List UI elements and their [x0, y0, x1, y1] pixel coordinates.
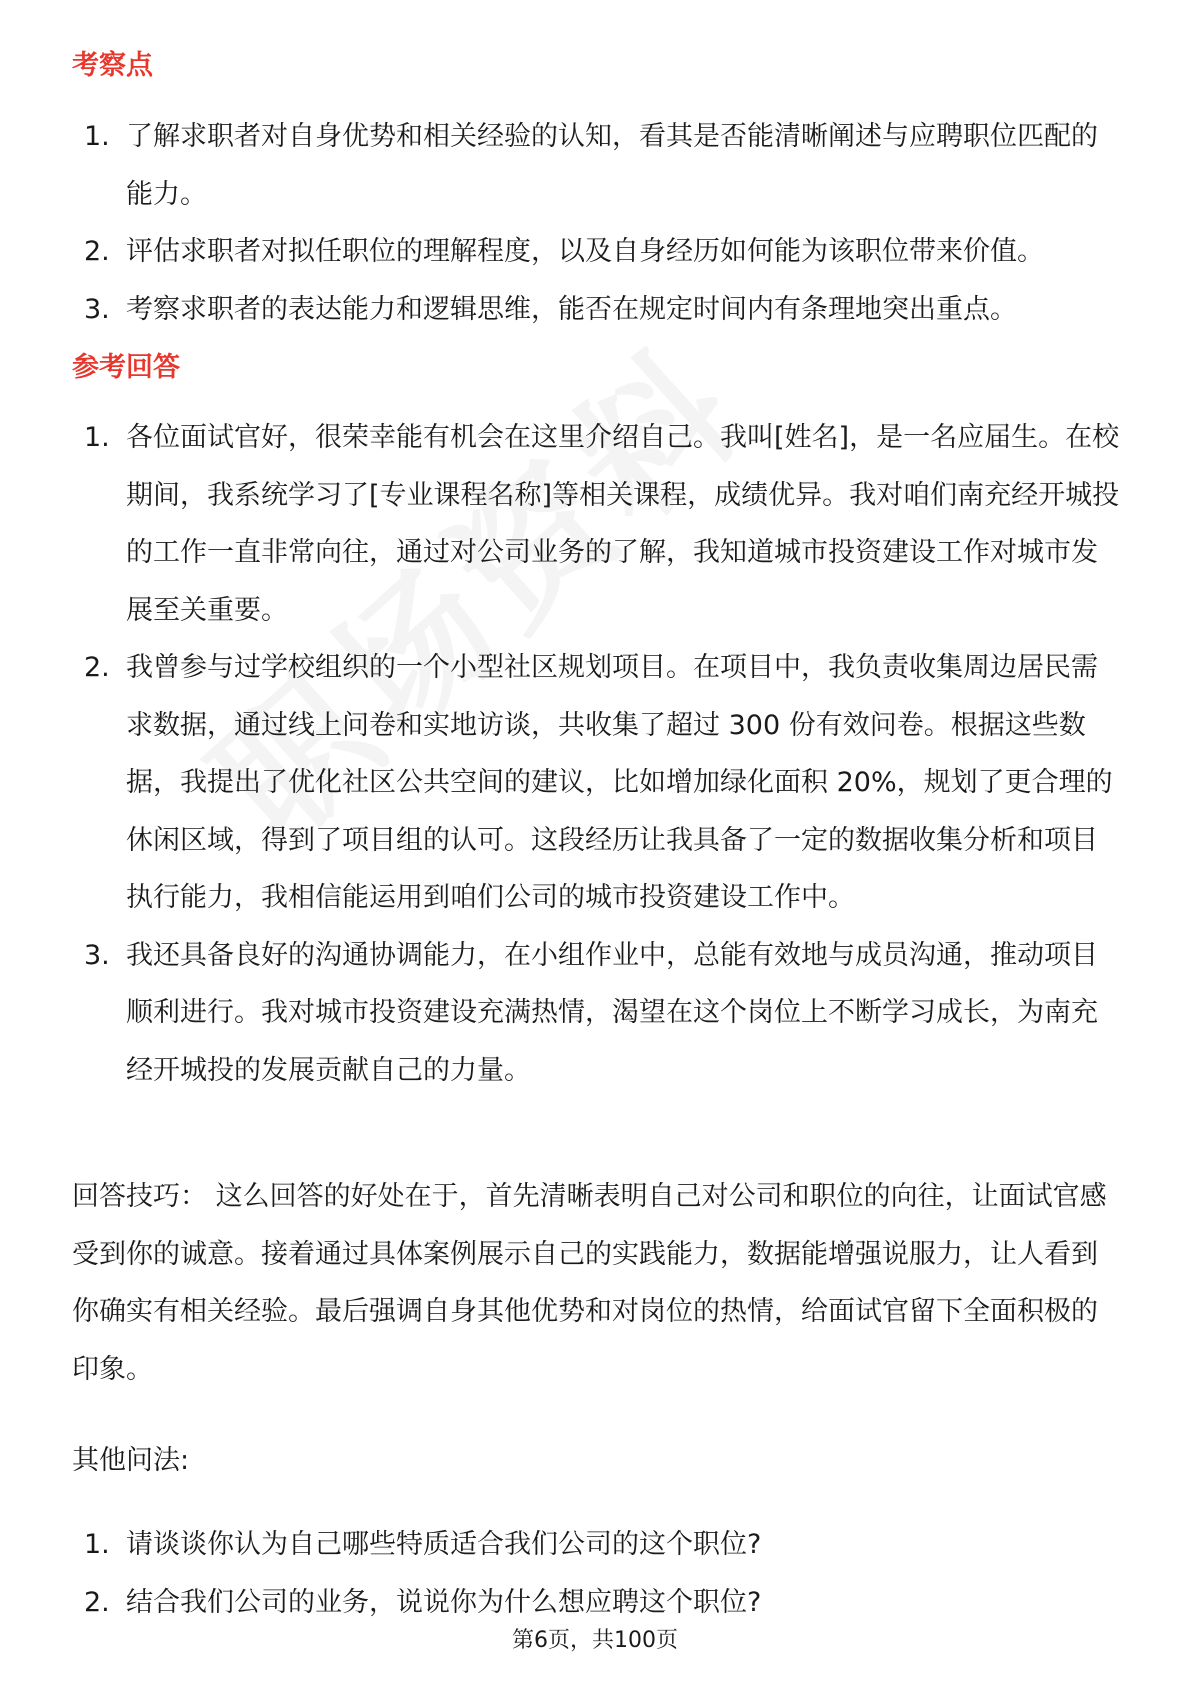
page-number-footer: 第6页，共100页 — [512, 1628, 678, 1653]
reference-answer-list — [84, 409, 1124, 1099]
list-item-number: 1. — [84, 422, 110, 453]
other-questions-list — [84, 1516, 1124, 1631]
list-item-text: 我还具备良好的沟通协调能力，在小组作业中，总能有效地与成员沟通，推动项目顺利进行。我对城市投资建设充满热情，渴望在这个岗位上不断学习成长，为南充经开城投的发展贡献自己的力量。 — [126, 939, 1098, 1086]
answer-tips-paragraph: 回答技巧： 这么回答的好处在于，首先清晰表明自己对公司和职位的向往，让面试官感受到你的诚意。接着通过具体案例展示自己的实践能力，数据能增强说服力，让人看到你确实有相关经验。最后强调自身其他优势和对岗位的热情，给面试官留下全面积极的印象。 — [72, 1181, 1107, 1385]
reference-answer-heading: 参考回答 — [72, 352, 180, 383]
list-item — [84, 1516, 1124, 1574]
list-item-number: 3. — [84, 293, 110, 325]
list-item-text: 了解求职者对自身优势和相关经验的认知，看其是否能清晰阐述与应聘职位匹配的能力。 — [126, 121, 1098, 210]
list-item-number: 2. — [84, 652, 110, 683]
list-item-text: 请谈谈你认为自己哪些特质适合我们公司的这个职位? — [126, 1529, 762, 1560]
list-item — [84, 927, 1124, 1100]
other-questions-label: 其他问法: — [72, 1445, 190, 1476]
list-item-text: 各位面试官好，很荣幸能有机会在这里介绍自己。我叫[姓名]，是一名应届生。在校期间，我系统学习了[专业课程名称]等相关课程，成绩优异。我对咱们南充经开城投的工作一直非常向往，通过对公司业务的了解，我知道城市投资建设工作对城市发展至关重要。 — [126, 422, 1120, 626]
list-item-number: 1. — [84, 121, 110, 152]
list-item-number: 2. — [84, 1586, 110, 1618]
list-item — [84, 639, 1124, 927]
list-item-text: 结合我们公司的业务，说说你为什么想应聘这个职位? — [126, 1586, 762, 1618]
list-item-text: 我曾参与过学校组织的一个小型社区规划项目。在项目中，我负责收集周边居民需求数据，通过线上问卷和实地访谈，共收集了超过 300 份有效问卷。根据这些数据，我提出了优化社区公共空间的建议，比如增加绿化面积 20%，规划了更合理的休闲区域，得到了项目组的认可。这段经历让我具备了一定的数据收集分析和项目执行能力，我相信能运用到咱们公司的城市投资建设工作中。 — [126, 652, 1113, 913]
list-item-number: 2. — [84, 236, 110, 267]
list-item — [84, 281, 1124, 339]
list-item — [84, 409, 1124, 639]
list-item-number: 1. — [84, 1529, 110, 1560]
list-item — [84, 1574, 1124, 1632]
list-item — [84, 223, 1124, 281]
exam-points-list — [84, 108, 1124, 338]
exam-points-heading: 考察点 — [72, 50, 153, 81]
list-item-text: 评估求职者对拟任职位的理解程度，以及自身经历如何能为该职位带来价值。 — [126, 236, 1044, 267]
list-item-text: 考察求职者的表达能力和逻辑思维，能否在规定时间内有条理地突出重点。 — [126, 293, 1017, 325]
list-item-number: 3. — [84, 939, 110, 971]
list-item — [84, 108, 1124, 223]
